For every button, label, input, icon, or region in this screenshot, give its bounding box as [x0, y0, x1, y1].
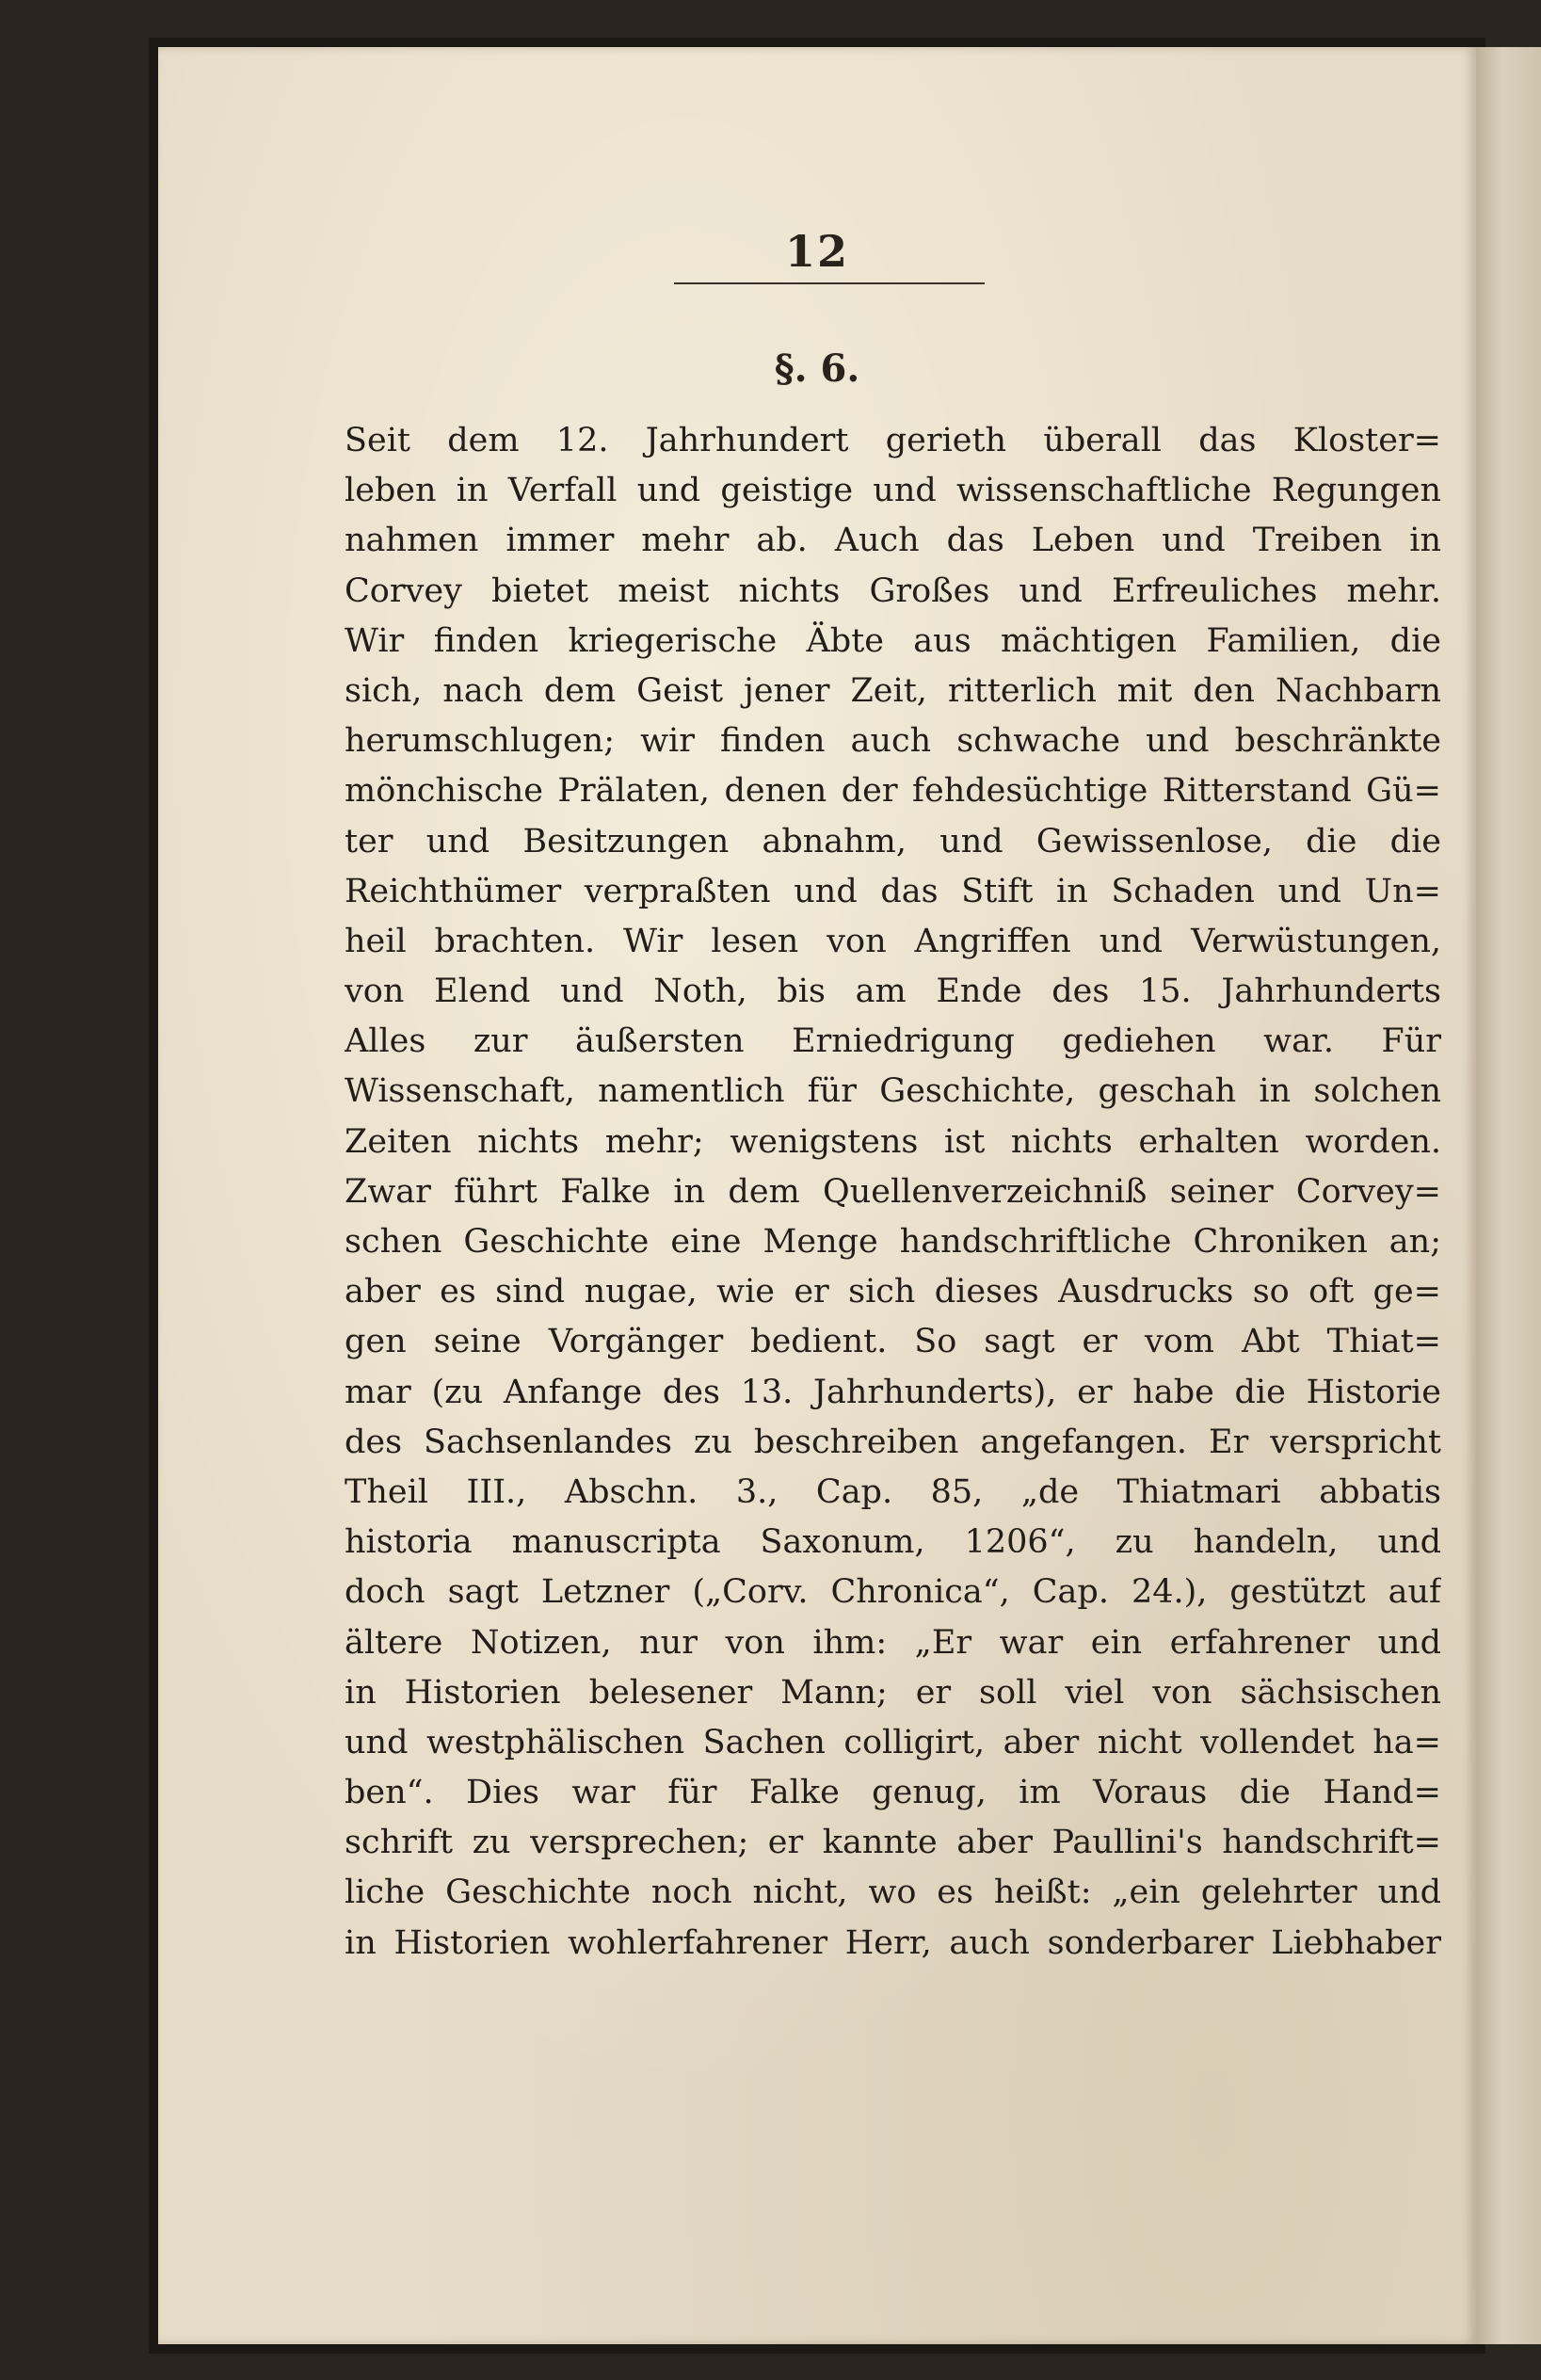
text-line: Wir finden kriegerische Äbte aus mächtigen Familien, die	[345, 621, 1441, 660]
text-line: mönchische Prälaten, denen der fehdesüchtige Ritterstand Gü=	[345, 772, 1441, 811]
text-line: Corvey bietet meist nichts Großes und Erfreuliches mehr.	[345, 571, 1441, 610]
text-line: liche Geschichte noch nicht, wo es heißt: „ein gelehrter und	[345, 1873, 1441, 1912]
text-line: und westphälischen Sachen colligirt, aber nicht vollendet ha=	[345, 1723, 1441, 1761]
text-line: Seit dem 12. Jahrhundert gerieth überall das Kloster=	[345, 422, 1441, 459]
text-line: nahmen immer mehr ab. Auch das Leben und Treiben in	[345, 522, 1441, 560]
text-line: von Elend und Noth, bis am Ende des 15. Jahrhunderts	[345, 973, 1441, 1011]
text-line: Alles zur äußersten Erniedrigung gediehen war. Für	[345, 1022, 1441, 1061]
text-line: leben in Verfall und geistige und wissenschaftliche Regungen	[345, 472, 1441, 510]
book-page	[158, 47, 1476, 2344]
text-line: historia manuscripta Saxonum, 1206“, zu handeln, und	[345, 1523, 1441, 1562]
text-line: herumschlugen; wir finden auch schwache und beschränkte	[345, 722, 1441, 761]
text-line: ältere Notizen, nur von ihm: „Er war ein erfahrener und	[345, 1623, 1441, 1662]
text-line: schrift zu versprechen; er kannte aber Paullini's handschrift=	[345, 1824, 1441, 1862]
text-line: des Sachsenlandes zu beschreiben angefangen. Er verspricht	[345, 1423, 1441, 1461]
text-line: Theil III., Abschn. 3., Cap. 85, „de Thiatmari abbatis	[345, 1472, 1441, 1511]
text-line: Wissenschaft, namentlich für Geschichte, geschah in solchen	[345, 1072, 1441, 1111]
text-line: in Historien belesener Mann; er soll viel von sächsischen	[345, 1673, 1441, 1712]
text-line: in Historien wohlerfahrener Herr, auch sonderbarer Liebhaber	[345, 1923, 1441, 1962]
page-number: 12	[784, 226, 849, 277]
text-line: Reichthümer verpraßten und das Stift in Schaden und Un=	[345, 872, 1441, 910]
next-page-edge	[1476, 47, 1541, 2344]
text-line: gen seine Vorgänger bedient. So sagt er vom Abt Thiat=	[345, 1323, 1441, 1361]
text-line: Zwar führt Falke in dem Quellenverzeichniß seiner Corvey=	[345, 1172, 1441, 1211]
text-line: doch sagt Letzner („Corv. Chronica“, Cap. 24.), gestützt auf	[345, 1573, 1441, 1612]
text-line: ben“. Dies war für Falke genug, im Voraus die Hand=	[345, 1774, 1441, 1812]
text-line: aber es sind nugae, wie er sich dieses Ausdrucks so oft ge=	[345, 1273, 1441, 1311]
section-heading: §. 6.	[774, 346, 860, 391]
header-rule	[674, 282, 985, 284]
text-line: ter und Besitzungen abnahm, und Gewissenlose, die die	[345, 822, 1441, 860]
text-line: mar (zu Anfange des 13. Jahrhunderts), er habe die Historie	[345, 1373, 1441, 1411]
body-text	[345, 416, 1441, 1969]
text-line: schen Geschichte eine Menge handschriftliche Chroniken an;	[345, 1223, 1441, 1261]
text-line: heil brachten. Wir lesen von Angriffen und Verwüstungen,	[345, 922, 1441, 960]
text-line: Zeiten nichts mehr; wenigstens ist nichts erhalten worden.	[345, 1122, 1441, 1161]
text-line: sich, nach dem Geist jener Zeit, ritterlich mit den Nachbarn	[345, 671, 1441, 710]
